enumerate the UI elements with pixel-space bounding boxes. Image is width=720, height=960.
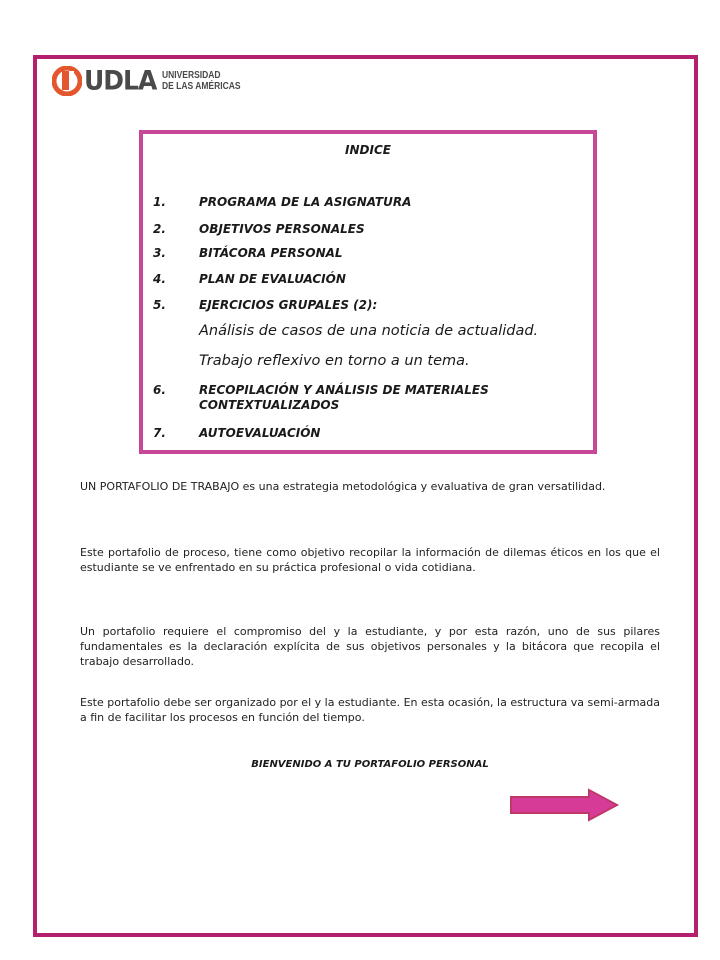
welcome-heading: BIENVENIDO A TU PORTAFOLIO PERSONAL (251, 759, 489, 770)
index-item-number: 5. (153, 298, 166, 312)
index-item-text: AUTOEVALUACIÓN (199, 426, 321, 440)
intro-paragraph: UN PORTAFOLIO DE TRABAJO es una estrategia metodológica y evaluativa de gran versatilidad. (80, 480, 606, 493)
index-item-4 (153, 272, 579, 287)
index-title: INDICE (345, 143, 391, 157)
index-item-5 (153, 298, 579, 313)
index-item-text: BITÁCORA PERSONAL (199, 246, 343, 260)
logo-subtitle-line2: DE LAS AMÉRICAS (162, 81, 241, 92)
index-item-text: PLAN DE EVALUACIÓN (199, 272, 346, 286)
index-item-1 (153, 195, 579, 210)
index-item-7 (153, 426, 579, 441)
index-item-2 (153, 222, 579, 237)
index-subitem-2: Trabajo reflexivo en torno a un tema. (199, 353, 470, 369)
logo-subtitle-line1: UNIVERSIDAD (162, 70, 221, 81)
index-item-number: 7. (153, 426, 166, 440)
index-item-text: OBJETIVOS PERSONALES (199, 222, 365, 236)
index-item-text: EJERCICIOS GRUPALES (2): (199, 298, 378, 312)
index-item-number: 3. (153, 246, 166, 260)
right-arrow-icon[interactable] (509, 788, 621, 822)
logo-word: UDLA (84, 65, 157, 96)
logo-subtitle (162, 70, 241, 92)
udla-logo-icon (52, 66, 82, 96)
index-item-text: PROGRAMA DE LA ASIGNATURA (199, 195, 412, 209)
udla-logo (52, 64, 255, 98)
index-box (139, 130, 597, 454)
index-item-number: 4. (153, 272, 166, 286)
index-item-number: 6. (153, 383, 166, 397)
index-item-3 (153, 246, 579, 261)
index-item-6 (153, 383, 579, 413)
index-item-text: RECOPILACIÓN Y ANÁLISIS DE MATERIALES CONTEXTUALIZADOS (199, 383, 489, 412)
organization-paragraph: Este portafolio debe ser organizado por el y la estudiante. En esta ocasión, la estructura va semi-armada a fin de facilitar los procesos en función del tiempo. (80, 696, 660, 724)
index-subitem-1: Análisis de casos de una noticia de actualidad. (199, 323, 539, 339)
index-item-number: 1. (153, 195, 166, 209)
index-item-number: 2. (153, 222, 166, 236)
objective-paragraph: Este portafolio de proceso, tiene como objetivo recopilar la información de dilemas éticos en los que el estudiante se ve enfrentado en su práctica profesional o vida cotidiana. (80, 546, 660, 574)
commitment-paragraph: Un portafolio requiere el compromiso del y la estudiante, y por esta razón, uno de sus pilares fundamentales es la declaración explícita de sus objetivos personales y la bitácora que recopila el trabajo desarrollado. (80, 625, 660, 668)
